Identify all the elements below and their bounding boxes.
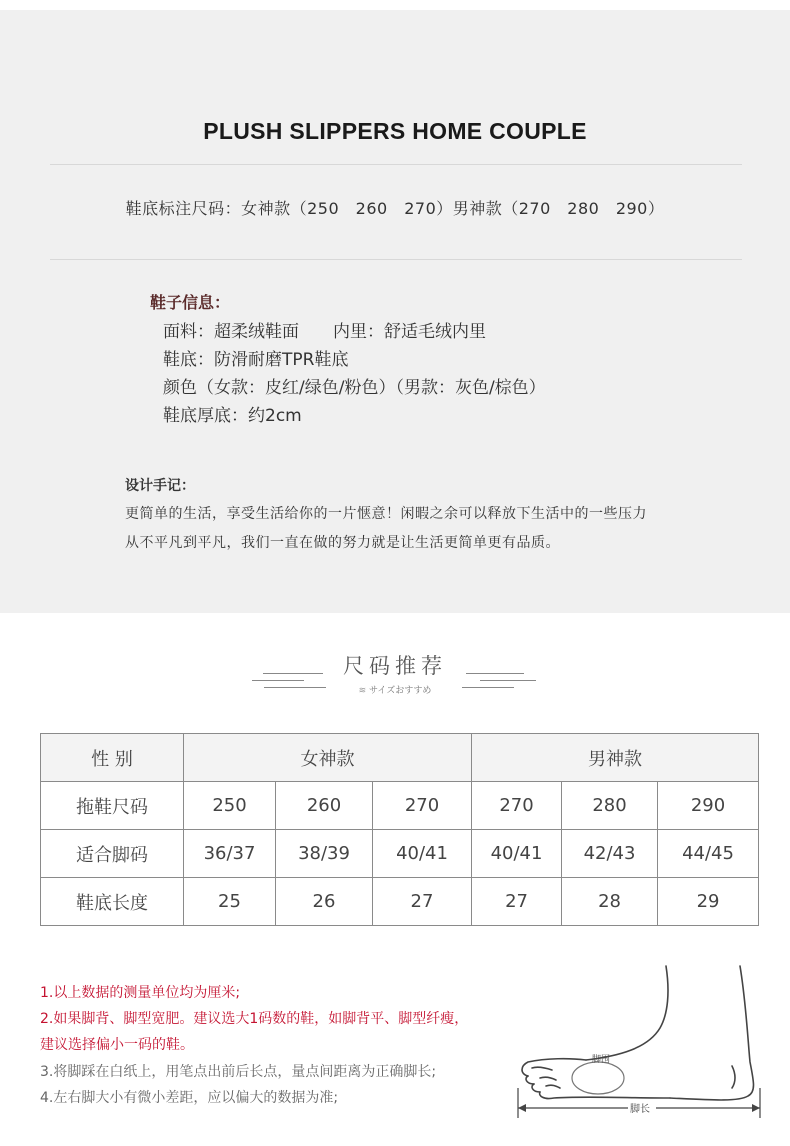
title-decoration-line bbox=[480, 680, 536, 681]
table-cell: 250 bbox=[184, 782, 276, 830]
title-decoration-line bbox=[252, 680, 304, 681]
table-cell: 280 bbox=[562, 782, 658, 830]
table-cell: 42/43 bbox=[562, 830, 658, 878]
note-fit-advice-cont: 建议选择偏小一码的鞋。 bbox=[40, 1037, 194, 1053]
shoe-info-colors: 颜色（女款：皮红/绿色/粉色）（男款：灰色/棕色） bbox=[163, 378, 546, 398]
shoe-info-material: 面料：超柔绒鞋面 内里：舒适毛绒内里 bbox=[163, 322, 486, 342]
note-unit: 1.以上数据的测量单位均为厘米; bbox=[40, 985, 241, 1001]
table-row bbox=[41, 782, 759, 830]
table-cell: 260 bbox=[276, 782, 373, 830]
shoe-info-sole: 鞋底：防滑耐磨TPR鞋底 bbox=[163, 350, 349, 370]
divider bbox=[50, 259, 742, 260]
table-cell: 290 bbox=[658, 782, 759, 830]
design-notes-heading: 设计手记： bbox=[125, 478, 195, 494]
shoe-info-heading: 鞋子信息： bbox=[150, 293, 231, 312]
foot-length-label: 脚长 bbox=[630, 1104, 650, 1115]
divider bbox=[50, 164, 742, 165]
gender-header: 性 别 bbox=[41, 734, 184, 782]
table-cell: 40/41 bbox=[373, 830, 472, 878]
table-cell: 29 bbox=[658, 878, 759, 926]
table-cell: 27 bbox=[373, 878, 472, 926]
table-cell: 25 bbox=[184, 878, 276, 926]
table-cell: 44/45 bbox=[658, 830, 759, 878]
table-cell: 270 bbox=[373, 782, 472, 830]
subtitle-text: サイズおすすめ bbox=[369, 686, 432, 696]
women-header: 女神款 bbox=[184, 734, 472, 782]
design-notes-line: 从不平凡到平凡，我们一直在做的努力就是让生活更简单更有品质。 bbox=[125, 535, 560, 551]
design-notes-line: 更简单的生活，享受生活给你的一片惬意！闲暇之余可以释放下生活中的一些压力 bbox=[125, 506, 647, 522]
note-fit-advice: 2.如果脚背、脚型宽肥。建议选大1码数的鞋，如脚背平、脚型纤瘦， bbox=[40, 1011, 469, 1027]
row-label: 拖鞋尺码 bbox=[41, 782, 184, 830]
foot-measure-diagram bbox=[510, 962, 780, 1122]
table-cell: 28 bbox=[562, 878, 658, 926]
table-cell: 36/37 bbox=[184, 830, 276, 878]
table-cell: 270 bbox=[472, 782, 562, 830]
table-row bbox=[41, 830, 759, 878]
wave-icon: ≋ bbox=[358, 686, 367, 696]
row-label: 鞋底长度 bbox=[41, 878, 184, 926]
table-cell: 40/41 bbox=[472, 830, 562, 878]
size-table bbox=[40, 733, 759, 926]
table-row bbox=[41, 878, 759, 926]
shoe-info-thickness: 鞋底厚底：约2cm bbox=[163, 406, 302, 426]
table-cell: 26 bbox=[276, 878, 373, 926]
page-title: PLUSH SLIPPERS HOME COUPLE bbox=[203, 118, 587, 144]
row-label: 适合脚码 bbox=[41, 830, 184, 878]
foot-girth-label: 脚围 bbox=[592, 1055, 611, 1065]
note-measure-method: 3.将脚踩在白纸上，用笔点出前后长点，量点间距离为正确脚长; bbox=[40, 1064, 437, 1080]
size-marking-line: 鞋底标注尺码：女神款（250 260 270）男神款（270 280 290） bbox=[125, 199, 665, 218]
note-larger-foot: 4.左右脚大小有微小差距，应以偏大的数据为准; bbox=[40, 1090, 339, 1106]
size-recommend-title: 尺码推荐 bbox=[343, 654, 447, 678]
table-cell: 27 bbox=[472, 878, 562, 926]
table-cell: 38/39 bbox=[276, 830, 373, 878]
men-header: 男神款 bbox=[472, 734, 759, 782]
size-recommend-subtitle bbox=[0, 683, 790, 696]
table-row bbox=[41, 734, 759, 782]
